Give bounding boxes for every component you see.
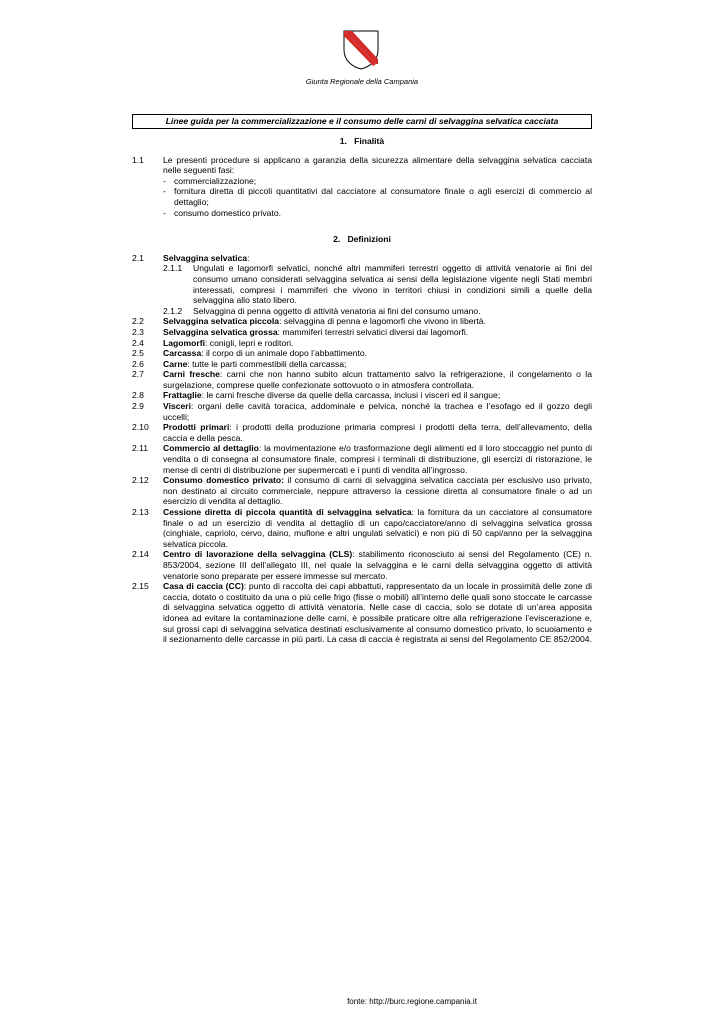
definition-text: : selvaggina di penna e lagomorfi che vivono in libertà. (279, 316, 486, 327)
definition-2-1-1: 2.1.1 Ungulati e lagomorfi selvatici, nonché altri mammiferi terrestri oggetto di attività venatorie ai fini del consumo umano considerati selvaggina selvatica ai sensi della legislazione vigente negli Stati membri interessati, compresi i mammiferi che vivono in territori chiusi in condizioni simili a quelle della selvaggina allo stato libero. (163, 263, 592, 306)
document-title: Linee guida per la commercializzazione e il consumo delle carni di selvaggina selvatica cacciata (132, 114, 592, 129)
definition-text: : tutte le parti commestibili della carcassa; (187, 358, 347, 369)
definition-number: 2.11 (132, 443, 149, 454)
definition-number: 2.7 (132, 369, 144, 380)
item-1-1 (132, 155, 592, 176)
definition-number: 2.3 (132, 326, 144, 337)
definition-number: 2.13 (132, 507, 149, 517)
definition-number: 2.4 (132, 337, 144, 348)
definition-item (132, 369, 592, 390)
campania-coat-of-arms-icon (343, 30, 379, 70)
definition-term: Carcassa (163, 348, 202, 359)
definition-term: Selvaggina selvatica grossa (163, 326, 278, 337)
definition-item (132, 549, 592, 581)
definition-text: : stabilimento riconosciuto ai sensi del Regolamento (CE) n. 853/2004, sezione III dell’allegato III, nel quale la selvaggina e le carni della selvaggina oggetto di attività venatorie sono preparate per essere immesse sul mercato. (163, 549, 592, 581)
definition-2-1-2: 2.1.2 Selvaggina di penna oggetto di attività venatoria ai fini del consumo umano. (163, 305, 481, 316)
item-number: 1.1 (132, 154, 144, 165)
definition-text: : le carni fresche diverse da quelle della carcassa, inclusi i visceri ed il sangue; (201, 390, 501, 401)
definition-item (132, 359, 592, 370)
item-text: Le presenti procedure si applicano a garanzia della sicurezza alimentare della selvaggina selvatica cacciata nelle seguenti fasi: (163, 154, 592, 176)
definitions-list (132, 316, 592, 644)
definition-text: : carni che non hanno subito alcun trattamento salvo la refrigerazione, il congelamento o la surgelazione, comprese quelle confezionate sottovuoto o in atmosfera controllata. (163, 369, 592, 390)
definition-text: : i prodotti della produzione primaria compresi i prodotti della terra, dell’allevamento, della caccia e della pesca. (163, 422, 592, 443)
definition-item (132, 443, 592, 475)
definition-text: : conigli, lepri e roditori. (205, 337, 294, 348)
definition-number: 2.2 (132, 316, 144, 327)
definition-text: : mammiferi terrestri selvatici diversi dai lagomorfi. (277, 326, 469, 337)
definition-item (132, 390, 592, 401)
definition-term: Consumo domestico privato: (163, 475, 285, 486)
document-body (132, 132, 592, 645)
bullet-item: - fornitura diretta di piccoli quantitativi dal cacciatore al consumatore finale o agli esercizi di commercio al dettaglio; (163, 186, 592, 207)
definition-number: 2.9 (132, 401, 144, 412)
definition-2-1: 2.1 Selvaggina selvatica: (132, 252, 250, 263)
bullet-item: - consumo domestico privato. (163, 207, 281, 218)
definition-text: : punto di raccolta dei capi abbattuti, rappresentato da un locale in prossimità delle zone di caccia, dotato o costituito da una o più celle frigo (fisse o mobili) all’interno delle quali sono stoccate le carcasse di selvaggina selvatica oggetto di attività venatoria. Nelle case di caccia, solo se dotate di un’area apposita idonea ad evitare la contaminazione delle carni, è possibile praticare oltre alla refrigerazione l’eviscerazione e, sui grossi capi di selvaggina selvatica destinati esclusivamente al consumo domestico privato, lo scuoiamento e il sezionamento delle carcasse in più parti. La casa di caccia è registrata ai sensi del Regolamento CE 852/2004. (163, 581, 593, 645)
definition-number: 2.10 (132, 422, 149, 433)
section-2-title: 2. Definizioni (333, 234, 391, 245)
section-1-title: 1. Finalità (339, 136, 385, 146)
definition-item (132, 581, 592, 645)
definition-term: Prodotti primari (163, 422, 230, 433)
definition-text: : la movimentazione e/o trasformazione degli alimenti ed il loro stoccaggio nel punto di vendita o di consegna al consumatore finale, compresi i terminali di distribuzione, gli esercizi di ristorazione, le mense di centri di distribuzione per supermercati e i punti di vendita all’ingrosso. (163, 443, 593, 475)
definition-number: 2.15 (132, 581, 149, 592)
definition-item (132, 422, 592, 443)
definition-item (132, 348, 592, 359)
definition-term: Cessione diretta di piccola quantità di selvaggina selvatica (163, 507, 412, 517)
definition-text: : il corpo di un animale dopo l’abbattimento. (201, 348, 368, 359)
definition-number: 2.8 (132, 390, 144, 401)
definition-item (132, 316, 592, 327)
definition-term: Selvaggina selvatica piccola (163, 316, 280, 327)
definition-term: Visceri (163, 401, 192, 412)
definition-text: : organi delle cavità toracica, addominale e pelvica, nonché la trachea e l’esofago ed il gozzo degli uccelli; (163, 401, 592, 422)
definition-term: Selvaggina selvatica (163, 252, 248, 263)
definition-term: Commercio al dettaglio (163, 443, 259, 454)
definition-text: il consumo di carni di selvaggina selvatica cacciata per esclusivo uso privato, non destinato al circuito commerciale, neppure attraverso la cessione diretta al consumatore finale o ad un esercizio di vendita al dettaglio. (163, 475, 593, 507)
definition-number: 2.5 (132, 348, 144, 359)
definition-number: 2.6 (132, 358, 144, 369)
definition-item (132, 401, 592, 422)
footer-source: fonte: http://burc.regione.campania.it (347, 997, 477, 1006)
definition-item (132, 338, 592, 349)
definition-term: Casa di caccia (CC) (163, 581, 244, 592)
definition-term: Carni fresche (163, 369, 220, 380)
definition-item (132, 327, 592, 338)
definition-item (132, 507, 592, 549)
definition-term: Frattaglie (163, 390, 202, 401)
header-organization: Giunta Regionale della Campania (305, 77, 419, 86)
definition-number: 2.14 (132, 549, 149, 560)
definition-item (132, 475, 592, 507)
definition-number: 2.12 (132, 475, 149, 486)
definition-text: : la fornitura da un cacciatore al consumatore finale o ad un esercizio di vendita al dettaglio di un capo/cacciatore/anno di selvaggina selvatica grossa (cinghiale, capriolo, cervo, daino, muflone e altri ungulati selvatici) e non più di 50 capi/anno per la selvaggina selvatica piccola. (163, 507, 592, 549)
definition-term: Lagomorfi (163, 337, 206, 348)
definition-term: Centro di lavorazione della selvaggina (CLS) (163, 549, 353, 560)
bullet-item: - commercializzazione; (163, 175, 257, 186)
definition-term: Carne (163, 358, 188, 369)
